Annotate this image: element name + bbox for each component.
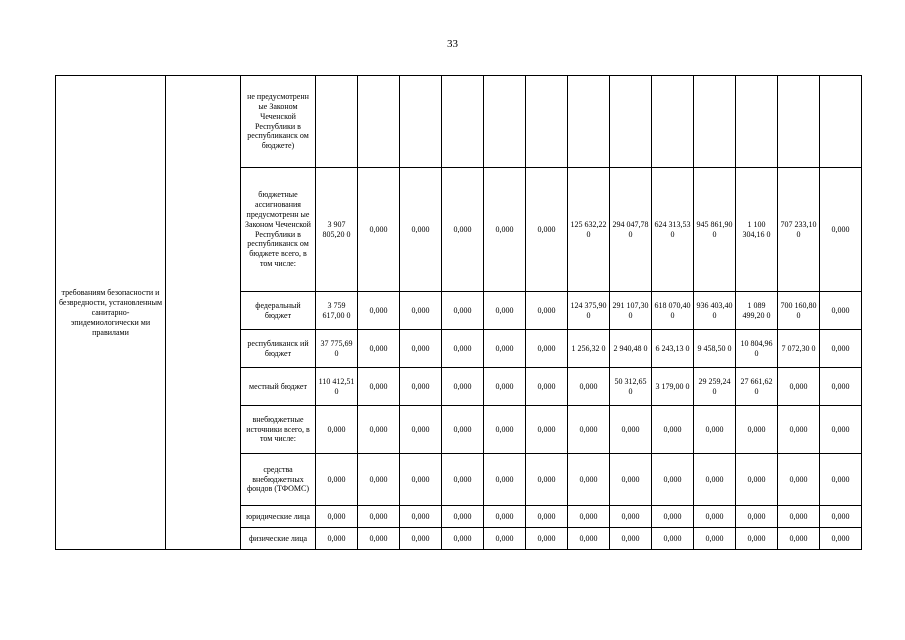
value-cell (778, 76, 820, 168)
value-cell: 0,000 (694, 506, 736, 528)
budget-table (55, 75, 862, 550)
table-row (56, 76, 862, 168)
value-cell: 1 089 499,20 0 (736, 292, 778, 330)
value-cell (610, 76, 652, 168)
value-cell: 0,000 (442, 406, 484, 454)
value-cell: 0,000 (694, 528, 736, 550)
value-cell (526, 76, 568, 168)
funding-source-cell: средства внебюджетных фондов (ТФОМС) (241, 454, 316, 506)
value-cell: 700 160,80 0 (778, 292, 820, 330)
value-cell: 0,000 (484, 168, 526, 292)
value-cell: 0,000 (820, 506, 862, 528)
value-cell: 0,000 (652, 528, 694, 550)
value-cell: 0,000 (484, 454, 526, 506)
value-cell: 0,000 (778, 528, 820, 550)
value-cell: 0,000 (442, 368, 484, 406)
value-cell: 0,000 (358, 330, 400, 368)
value-cell: 0,000 (400, 168, 442, 292)
value-cell: 0,000 (358, 528, 400, 550)
value-cell: 0,000 (736, 506, 778, 528)
value-cell: 0,000 (316, 506, 358, 528)
value-cell: 0,000 (820, 330, 862, 368)
value-cell (694, 76, 736, 168)
value-cell: 125 632,22 0 (568, 168, 610, 292)
value-cell: 0,000 (400, 292, 442, 330)
table-body (56, 76, 862, 550)
value-cell: 124 375,90 0 (568, 292, 610, 330)
value-cell (316, 76, 358, 168)
value-cell: 3 179,00 0 (652, 368, 694, 406)
value-cell: 0,000 (610, 454, 652, 506)
value-cell: 0,000 (400, 506, 442, 528)
value-cell: 0,000 (568, 368, 610, 406)
value-cell: 0,000 (820, 168, 862, 292)
value-cell: 936 403,40 0 (694, 292, 736, 330)
value-cell: 7 072,30 0 (778, 330, 820, 368)
value-cell: 0,000 (442, 506, 484, 528)
value-cell: 0,000 (400, 528, 442, 550)
value-cell: 0,000 (568, 506, 610, 528)
value-cell: 50 312,65 0 (610, 368, 652, 406)
value-cell (442, 76, 484, 168)
value-cell: 0,000 (358, 454, 400, 506)
value-cell: 707 233,10 0 (778, 168, 820, 292)
value-cell: 0,000 (610, 406, 652, 454)
value-cell: 0,000 (484, 292, 526, 330)
value-cell: 0,000 (316, 406, 358, 454)
value-cell: 9 458,50 0 (694, 330, 736, 368)
value-cell: 0,000 (484, 330, 526, 368)
value-cell: 0,000 (442, 454, 484, 506)
value-cell: 0,000 (526, 168, 568, 292)
value-cell: 0,000 (568, 406, 610, 454)
value-cell (568, 76, 610, 168)
value-cell: 6 243,13 0 (652, 330, 694, 368)
value-cell: 0,000 (442, 168, 484, 292)
executor-cell (166, 76, 241, 550)
value-cell: 0,000 (358, 368, 400, 406)
value-cell: 3 759 617,00 0 (316, 292, 358, 330)
value-cell: 0,000 (568, 454, 610, 506)
value-cell: 0,000 (652, 406, 694, 454)
value-cell: 0,000 (736, 406, 778, 454)
value-cell: 1 256,32 0 (568, 330, 610, 368)
funding-source-cell: федеральный бюджет (241, 292, 316, 330)
value-cell: 0,000 (358, 406, 400, 454)
value-cell: 0,000 (400, 368, 442, 406)
value-cell: 3 907 805,20 0 (316, 168, 358, 292)
value-cell: 0,000 (526, 506, 568, 528)
measure-name-cell: требованиям безопасности и безвредности, установленным санитарно-эпидемиологически ми правилами (56, 76, 166, 550)
value-cell: 0,000 (778, 368, 820, 406)
value-cell: 0,000 (526, 368, 568, 406)
value-cell: 0,000 (526, 292, 568, 330)
value-cell: 1 100 304,16 0 (736, 168, 778, 292)
funding-source-cell: не предусмотренн ые Законом Чеченской Республики в республиканск ом бюджете) (241, 76, 316, 168)
value-cell (736, 76, 778, 168)
value-cell: 0,000 (316, 528, 358, 550)
value-cell: 0,000 (778, 454, 820, 506)
value-cell: 0,000 (400, 330, 442, 368)
value-cell: 0,000 (694, 454, 736, 506)
value-cell: 0,000 (442, 528, 484, 550)
value-cell: 0,000 (400, 454, 442, 506)
value-cell (652, 76, 694, 168)
value-cell: 0,000 (484, 528, 526, 550)
value-cell (484, 76, 526, 168)
value-cell: 0,000 (820, 368, 862, 406)
value-cell: 291 107,30 0 (610, 292, 652, 330)
value-cell: 0,000 (778, 506, 820, 528)
value-cell: 0,000 (652, 454, 694, 506)
value-cell: 0,000 (820, 292, 862, 330)
value-cell: 0,000 (442, 292, 484, 330)
value-cell: 0,000 (358, 506, 400, 528)
value-cell: 0,000 (610, 528, 652, 550)
value-cell: 0,000 (820, 406, 862, 454)
value-cell: 0,000 (526, 528, 568, 550)
funding-source-cell: внебюджетные источники всего, в том числе: (241, 406, 316, 454)
value-cell: 624 313,53 0 (652, 168, 694, 292)
value-cell: 0,000 (778, 406, 820, 454)
value-cell: 37 775,69 0 (316, 330, 358, 368)
funding-source-cell: бюджетные ассигнования предусмотренн ые Законом Чеченской Республики в республиканск ом бюджете всего, в том числе: (241, 168, 316, 292)
value-cell: 0,000 (568, 528, 610, 550)
value-cell: 945 861,90 0 (694, 168, 736, 292)
value-cell (820, 76, 862, 168)
value-cell: 618 070,40 0 (652, 292, 694, 330)
funding-source-cell: физические лица (241, 528, 316, 550)
value-cell: 0,000 (526, 454, 568, 506)
value-cell: 0,000 (526, 330, 568, 368)
value-cell: 0,000 (820, 454, 862, 506)
value-cell: 0,000 (442, 330, 484, 368)
value-cell: 2 940,48 0 (610, 330, 652, 368)
value-cell: 294 047,78 0 (610, 168, 652, 292)
value-cell: 110 412,51 0 (316, 368, 358, 406)
value-cell: 0,000 (736, 454, 778, 506)
value-cell: 0,000 (526, 406, 568, 454)
value-cell: 0,000 (484, 506, 526, 528)
value-cell: 0,000 (820, 528, 862, 550)
funding-source-cell: республиканск ий бюджет (241, 330, 316, 368)
value-cell: 0,000 (484, 368, 526, 406)
value-cell: 0,000 (400, 406, 442, 454)
funding-source-cell: юридические лица (241, 506, 316, 528)
value-cell (358, 76, 400, 168)
value-cell: 0,000 (358, 168, 400, 292)
value-cell (400, 76, 442, 168)
value-cell: 0,000 (316, 454, 358, 506)
value-cell: 0,000 (610, 506, 652, 528)
value-cell: 0,000 (694, 406, 736, 454)
page-number: 33 (447, 38, 458, 50)
value-cell: 0,000 (484, 406, 526, 454)
value-cell: 27 661,62 0 (736, 368, 778, 406)
funding-source-cell: местный бюджет (241, 368, 316, 406)
value-cell: 10 804,96 0 (736, 330, 778, 368)
value-cell: 0,000 (736, 528, 778, 550)
value-cell: 29 259,24 0 (694, 368, 736, 406)
value-cell: 0,000 (358, 292, 400, 330)
value-cell: 0,000 (652, 506, 694, 528)
